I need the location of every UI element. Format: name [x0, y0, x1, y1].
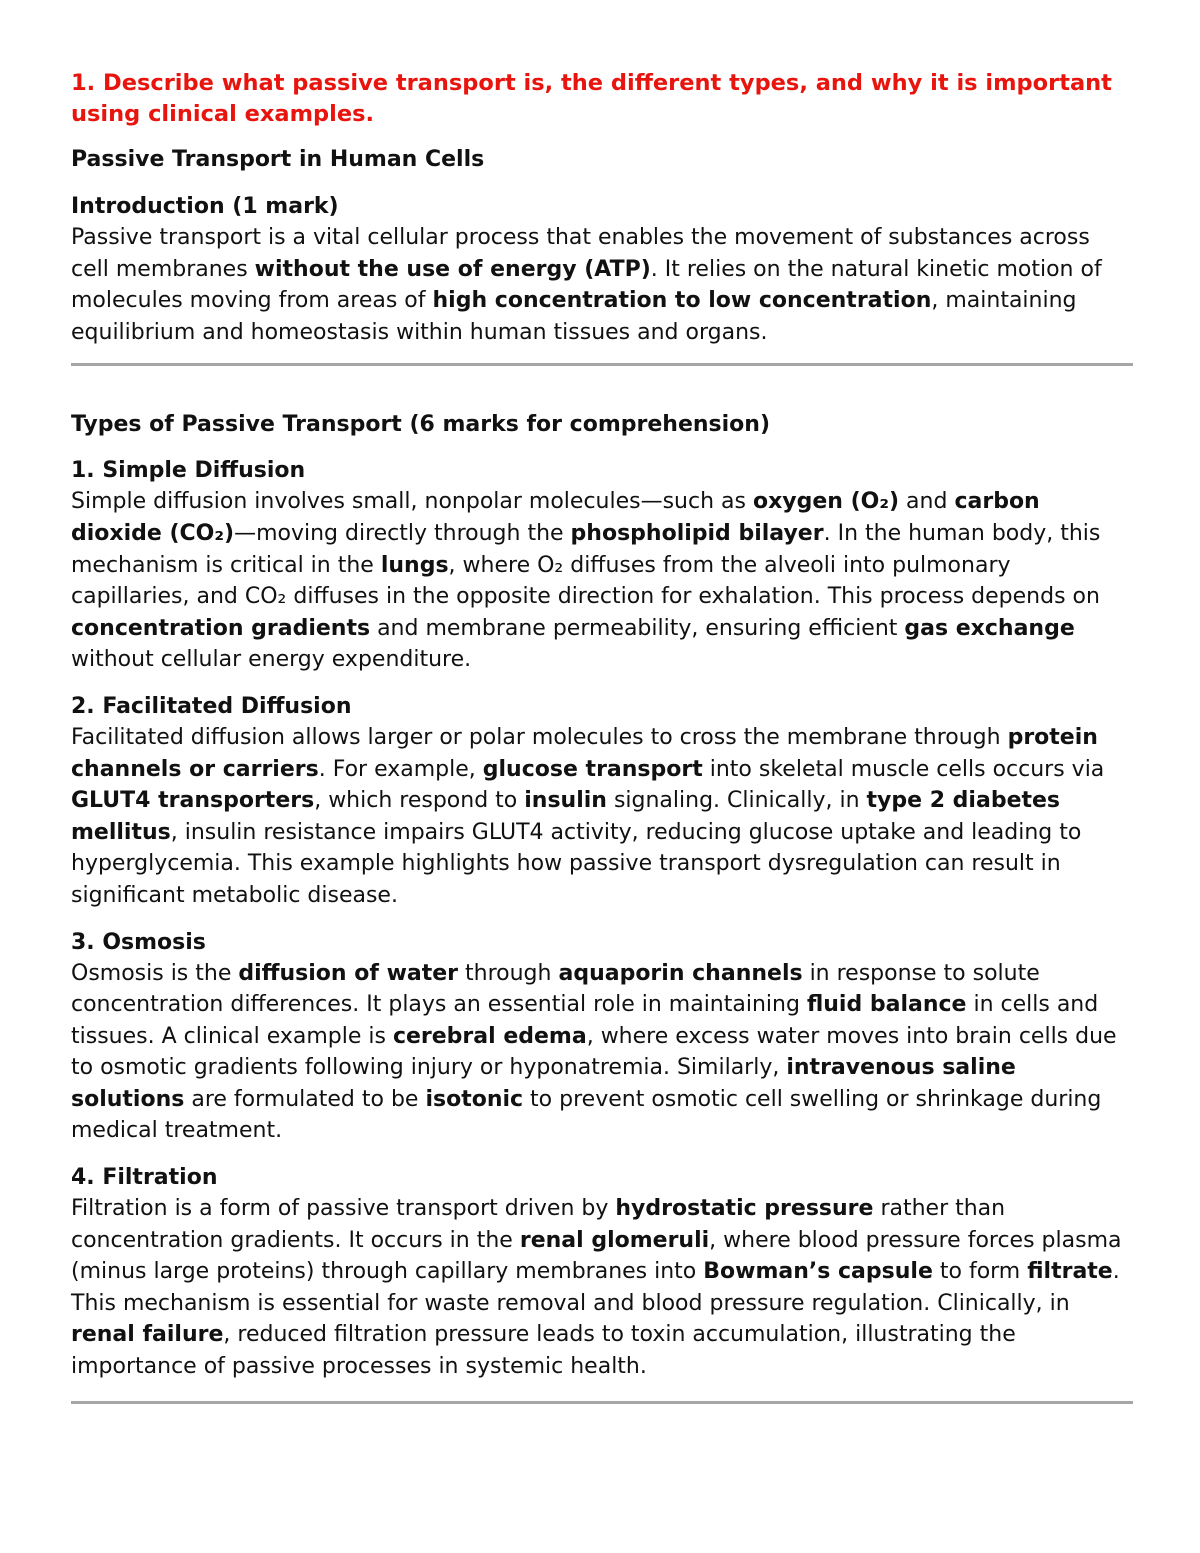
emphasis-text: phospholipid bilayer [570, 520, 824, 546]
text-run: Simple diffusion involves small, nonpolar molecules—such as [71, 489, 753, 515]
section-divider [71, 363, 1133, 366]
text-run: —moving directly through the [234, 520, 571, 546]
text-run: . This mechanism is essential for waste removal and blood pressure regulation. Clinically, in [71, 1259, 1120, 1316]
text-run: signaling. Clinically, in [606, 788, 867, 814]
simple-diffusion-paragraph [71, 486, 1133, 676]
text-run: through [458, 960, 559, 986]
emphasis-text: insulin [524, 788, 607, 814]
osmosis-paragraph [71, 958, 1133, 1148]
text-run: to form [932, 1259, 1028, 1285]
text-run: and membrane permeability, ensuring efficient [370, 615, 905, 641]
text-run: , where excess water moves into brain cells due to osmotic gradients following injury or hyponatremia. Similarly, [71, 1023, 1117, 1081]
section-divider [71, 1401, 1133, 1404]
emphasis-text: renal failure [71, 1322, 224, 1348]
text-run: Filtration is a form of passive transport driven by [71, 1196, 616, 1222]
introduction-paragraph [71, 222, 1133, 348]
emphasis-text: filtrate [1027, 1259, 1113, 1285]
text-run: . In the human body, this mechanism is critical in the [71, 520, 1101, 578]
emphasis-text: isotonic [425, 1086, 524, 1112]
osmosis-section [71, 927, 1133, 1148]
emphasis-text: type 2 diabetes mellitus [71, 788, 1061, 845]
emphasis-text: protein channels or carriers [71, 724, 1098, 782]
emphasis-text: carbon dioxide (CO₂) [71, 489, 1040, 546]
emphasis-text: diffusion of water [238, 960, 459, 986]
emphasis-text: GLUT4 transporters [71, 788, 315, 814]
text-run: in cells and tissues. A clinical example is [71, 992, 1099, 1049]
question-heading: 1. Describe what passive transport is, the different types, and why it is important using clinical examples. [71, 70, 1112, 127]
text-run: to prevent osmotic cell swelling or shrinkage during medical treatment. [71, 1086, 1102, 1144]
emphasis-text: fluid balance [806, 992, 967, 1018]
emphasis-text: intravenous saline solutions [71, 1055, 1016, 1112]
emphasis-text: hydrostatic pressure [615, 1196, 874, 1222]
text-run: , where O₂ diffuses from the alveoli into pulmonary capillaries, and CO₂ diffuses in the opposite direction for exhalation. This process depends on [71, 552, 1100, 610]
osmosis-heading: 3. Osmosis [71, 929, 206, 955]
text-run: in response to solute concentration differences. It plays an essential role in maintaining [71, 960, 1040, 1018]
emphasis-text: cerebral edema [392, 1023, 587, 1049]
text-run: Osmosis is the [71, 960, 239, 986]
text-run: are formulated to be [184, 1086, 426, 1112]
document-title: Passive Transport in Human Cells [71, 147, 485, 172]
facilitated-diffusion-section [71, 691, 1133, 912]
text-run: , insulin resistance impairs GLUT4 activity, reducing glucose uptake and leading to hyperglycemia. This example highlights how passive transport dysregulation can result in significant metabolic disease. [71, 819, 1082, 908]
emphasis-text: oxygen (O₂) [752, 489, 900, 515]
text-run: Facilitated diffusion allows larger or polar molecules to cross the membrane through [71, 724, 1008, 750]
text-run: . For example, [318, 756, 483, 782]
emphasis-text: lungs [380, 552, 449, 578]
simple-diffusion-heading: 1. Simple Diffusion [71, 458, 306, 484]
filtration-section [71, 1162, 1133, 1383]
filtration-heading: 4. Filtration [71, 1165, 218, 1191]
text-run: , reduced filtration pressure leads to toxin accumulation, illustrating the importance of passive processes in systemic health. [71, 1322, 1016, 1380]
emphasis-text: without the use of energy (ATP) [254, 256, 651, 282]
emphasis-text: gas exchange [904, 615, 1075, 641]
document-page [71, 68, 1133, 1404]
text-run: into skeletal muscle cells occurs via [702, 756, 1105, 782]
types-heading: Types of Passive Transport (6 marks for comprehension) [71, 412, 770, 438]
text-run: Passive transport is a vital cellular process that enables the movement of substances across cell membranes [71, 225, 1090, 282]
introduction-section [71, 191, 1133, 348]
emphasis-text: aquaporin channels [558, 960, 803, 986]
text-run: , which respond to [314, 788, 525, 814]
emphasis-text: renal glomeruli [519, 1227, 710, 1253]
filtration-paragraph [71, 1193, 1133, 1383]
simple-diffusion-section [71, 455, 1133, 676]
text-run: . It relies on the natural kinetic motion of molecules moving from areas of [71, 256, 1102, 314]
facilitated-diffusion-paragraph [71, 722, 1133, 912]
introduction-heading: Introduction (1 mark) [71, 194, 339, 219]
emphasis-text: high concentration to low concentration [432, 288, 932, 314]
text-run: rather than concentration gradients. It occurs in the [71, 1196, 1006, 1253]
emphasis-text: Bowman’s capsule [703, 1259, 933, 1285]
text-run: , where blood pressure forces plasma (minus large proteins) through capillary membranes into [71, 1227, 1122, 1285]
emphasis-text: concentration gradients [71, 615, 371, 641]
text-run: , maintaining equilibrium and homeostasis within human tissues and organs. [71, 288, 1077, 345]
emphasis-text: glucose transport [482, 756, 703, 782]
text-run: and [899, 489, 955, 515]
text-run: without cellular energy expenditure. [71, 647, 472, 673]
facilitated-diffusion-heading: 2. Facilitated Diffusion [71, 693, 352, 719]
